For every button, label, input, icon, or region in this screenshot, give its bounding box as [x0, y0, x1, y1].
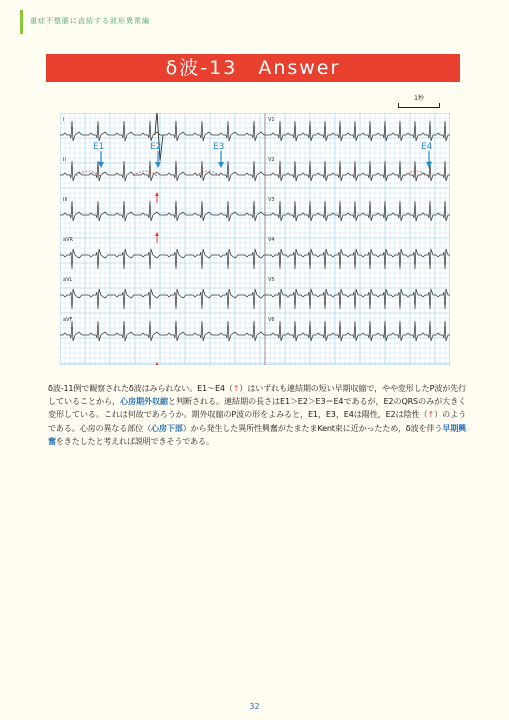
ecg-beat-label: E4	[421, 142, 433, 152]
caption-highlight-lower-atrium: 心房下部	[151, 422, 183, 433]
ecg-lead-label-right: V1	[268, 117, 275, 123]
ecg-lead-label-right: V5	[268, 277, 275, 283]
caption-highlight-atrial-premature: 心房期外収縮	[120, 396, 169, 407]
ecg-beat-label: E2	[150, 142, 162, 152]
caption-text-1: δ波-11例で観察されたδ波はみられない。E1～E4（	[48, 383, 233, 393]
ecg-lead-label: aVR	[63, 237, 73, 243]
ecg-lead-label-right: V3	[268, 197, 275, 203]
ecg-lead-label: III	[63, 197, 68, 203]
time-scale-bar	[398, 103, 440, 108]
figure-caption	[48, 382, 466, 448]
time-scale	[395, 93, 443, 109]
caption-text-5: ）から発生した異所性興奮がたまたまKent束に近かったため，δ波を伴う	[182, 422, 443, 433]
ecg-lead-label-right: V6	[268, 317, 275, 323]
ecg-beat-label: E3	[213, 142, 225, 152]
ecg-lead-label: aVL	[63, 277, 73, 283]
section-header: 重症不整脈に直結する波形異常編	[30, 17, 150, 25]
ecg-lead-label: I	[63, 117, 65, 123]
section-color-bar	[20, 10, 23, 34]
caption-arrow-1: ↑	[232, 383, 240, 393]
page-title: δ波-13 Answer	[46, 54, 460, 82]
time-scale-label: 1秒	[414, 95, 424, 102]
caption-highlight-preexcitation: 早期興奮	[48, 422, 467, 446]
ecg-lead-label-right: V2	[268, 157, 275, 163]
caption-arrow-2: ↑	[427, 409, 435, 420]
ecg-lead-label: aVF	[63, 317, 73, 323]
caption-text-3: と判断される。連結期の長さはE1＞E2＞E3＝E4であるが，E2のQRSのみが大きく変形している。これは何故であろうか。期外収縮のP波の形をよみると，E1，E3，E4は陽性，E2は陰性（	[48, 396, 467, 420]
ecg-lead-label-right: V4	[268, 237, 275, 243]
caption-text-2: ）はいずれも連結期の短い早期収縮で，やや変形したP波が先行していることから，	[48, 383, 467, 407]
caption-text-6: をきたしたと考えれば説明できそうである。	[55, 435, 214, 446]
ecg-beat-label: E1	[93, 142, 105, 152]
page-number: 32	[249, 702, 260, 711]
ecg-lead-label: II	[63, 157, 66, 163]
caption-text-4: ）のようである。心房の異なる部位（	[48, 409, 466, 433]
ecg-figure	[60, 113, 450, 365]
